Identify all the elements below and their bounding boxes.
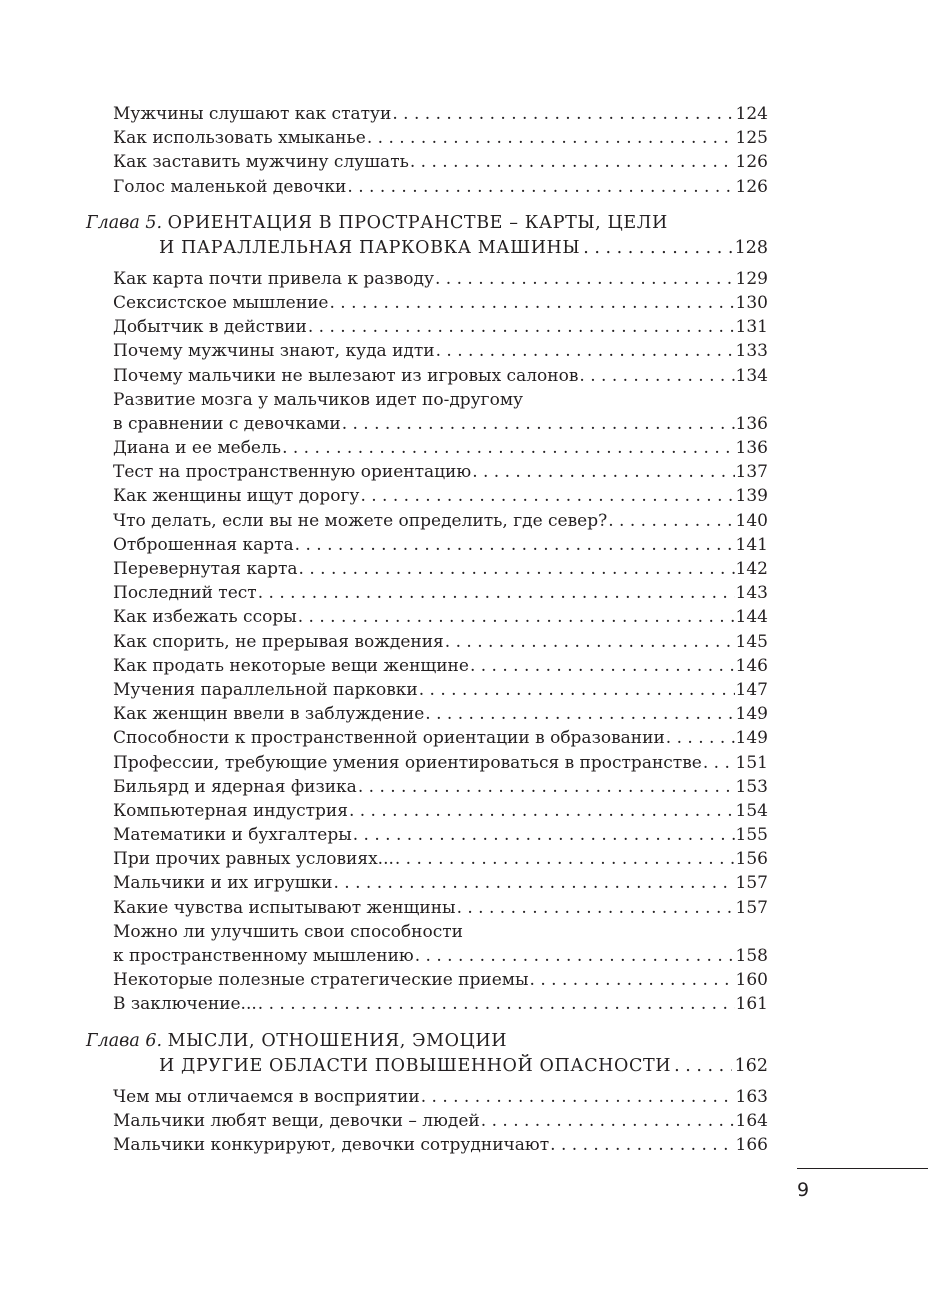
toc-entry-page: 140 [735, 510, 768, 531]
toc-entry [86, 557, 768, 581]
dot-leader [470, 654, 735, 678]
dot-leader [425, 702, 734, 726]
dot-leader [353, 823, 735, 847]
chapter-heading-line1 [86, 211, 768, 236]
dot-leader [367, 126, 735, 150]
toc-entry [86, 726, 768, 750]
toc-entry [86, 871, 768, 895]
toc-entry [86, 1109, 768, 1133]
dot-leader [445, 630, 735, 654]
chapter-label: Глава 6. [86, 1030, 163, 1051]
chapter-label: Глава 5. [86, 212, 163, 233]
toc-entry-title: Способности к пространственной ориентации в образовании [113, 728, 665, 749]
toc-entry [86, 605, 768, 629]
chapter-page: 128 [734, 237, 768, 258]
toc-entry-title: Голос маленькой девочки [113, 176, 347, 197]
toc-entry-page: 125 [735, 128, 768, 149]
toc-entry-first-line: Можно ли улучшить свои способности [113, 921, 463, 942]
toc-entry [86, 1133, 768, 1157]
dot-leader [550, 1133, 734, 1157]
toc-entry-page: 163 [735, 1086, 768, 1107]
toc-entry [86, 847, 768, 871]
dot-leader [358, 775, 735, 799]
toc-entry-page: 161 [735, 994, 768, 1015]
toc-entry-title: Как продать некоторые вещи женщине [113, 655, 469, 676]
toc-entry-title: Мальчики и их игрушки [113, 873, 333, 894]
toc-entry [86, 775, 768, 799]
toc-entry-page: 142 [735, 559, 768, 579]
toc-entry-first-line: Развитие мозга у мальчиков идет по-другому [113, 389, 524, 410]
toc-entry [86, 364, 768, 388]
toc-entry-page: 143 [735, 583, 768, 604]
dot-leader [421, 1085, 735, 1109]
toc-section [86, 1029, 768, 1158]
toc-entry [86, 175, 768, 199]
toc-entry [86, 126, 768, 150]
toc-entry-title: Перевернутая карта [113, 559, 298, 579]
toc-entry [86, 896, 768, 920]
toc-entry [86, 678, 768, 702]
dot-leader [392, 102, 734, 126]
toc-entry-title: Как женщины ищут дорогу [113, 486, 360, 507]
toc-entry-title: Почему мальчики не вылезают из игровых салонов [113, 365, 579, 386]
toc-entry-page: 160 [735, 970, 768, 991]
toc-entry-page: 124 [735, 104, 768, 124]
dot-leader [299, 557, 735, 581]
toc-entry [86, 484, 768, 508]
toc-entry-page: 131 [735, 317, 768, 338]
toc-entry-title: Мальчики конкурируют, девочки сотрудничают [113, 1134, 550, 1155]
dot-leader [308, 315, 735, 339]
toc-entry [86, 339, 768, 363]
toc-entry-title: Мужчины слушают как статуи [113, 104, 392, 124]
toc-entry-title: Математики и бухгалтеры [113, 825, 352, 846]
toc-entry-title: Последний тест [113, 583, 257, 604]
toc-entry-page: 126 [735, 152, 768, 173]
dot-leader [530, 968, 735, 992]
toc-entry-page: 149 [735, 728, 768, 749]
toc-entry-title: Как избежать ссоры [113, 607, 297, 628]
dot-leader [579, 364, 734, 388]
toc-entry-page: 129 [735, 268, 768, 289]
dot-leader [410, 150, 735, 174]
toc-entry [86, 702, 768, 726]
toc-entry-page: 154 [735, 800, 768, 821]
dot-leader [419, 678, 735, 702]
toc-entry-title: Что делать, если вы не можете определить, где север? [113, 510, 608, 531]
toc-entry [86, 630, 768, 654]
toc-entry [86, 291, 768, 315]
page-number: 9 [797, 1179, 810, 1201]
toc-entry-page: 157 [735, 873, 768, 894]
toc-entry-page: 153 [735, 776, 768, 797]
toc-entry-page: 144 [735, 607, 768, 628]
toc-entry-page: 166 [735, 1134, 768, 1155]
dot-leader [295, 533, 735, 557]
toc-entry [86, 412, 768, 436]
chapter-heading-line2 [86, 236, 768, 261]
dot-leader [435, 267, 735, 291]
toc-entry-title: Как заставить мужчину слушать [113, 152, 409, 173]
toc-entry-page: 136 [735, 438, 768, 459]
toc-entry-page: 156 [735, 849, 768, 870]
dot-leader [457, 896, 735, 920]
dot-leader [342, 412, 735, 436]
toc-entry-title: Диана и ее мебель [113, 438, 282, 459]
toc-entry-title: Как карта почти привела к разводу [113, 268, 434, 289]
dot-leader [703, 751, 735, 775]
dot-leader [333, 871, 734, 895]
dot-leader [415, 944, 735, 968]
toc-entry-title: в сравнении с девочками [113, 413, 341, 434]
chapter-heading-line2 [86, 1054, 768, 1079]
folio-rule [797, 1168, 928, 1169]
toc-entry-page: 136 [735, 413, 768, 434]
toc-entry-title: Как использовать хмыканье [113, 128, 366, 149]
toc-entry [86, 436, 768, 460]
chapter-heading [86, 211, 768, 261]
toc-section [86, 211, 768, 1017]
dot-leader [395, 847, 735, 871]
chapter-heading-line1 [86, 1029, 768, 1054]
toc-entry-title: Некоторые полезные стратегические приемы [113, 970, 529, 991]
chapter-title-line2: И ПАРАЛЛЕЛЬНАЯ ПАРКОВКА МАШИНЫ [159, 237, 581, 258]
toc-entry [86, 1085, 768, 1109]
toc-entry-title: Бильярд и ядерная физика [113, 776, 357, 797]
toc-entry [86, 460, 768, 484]
toc-entry [86, 102, 768, 126]
chapter-title-line1: МЫСЛИ, ОТНОШЕНИЯ, ЭМОЦИИ [167, 1030, 508, 1051]
toc-entry-page: 147 [735, 679, 768, 700]
dot-leader [360, 484, 734, 508]
toc-entry-title: Чем мы отличаемся в восприятии [113, 1086, 420, 1107]
toc-entry-title: Как женщин ввели в заблуждение [113, 704, 425, 725]
toc-entry [86, 944, 768, 968]
dot-leader [329, 291, 734, 315]
dot-leader [583, 236, 731, 261]
toc-entry-page: 133 [735, 341, 768, 362]
toc-entry-page: 164 [735, 1110, 768, 1131]
toc-entry [86, 533, 768, 557]
toc-entry [86, 150, 768, 174]
toc-entry-title: Отброшенная карта [113, 534, 294, 555]
dot-leader [258, 992, 735, 1016]
toc-entry [86, 654, 768, 678]
toc-entry [86, 509, 768, 533]
toc-entry-title: Сексистское мышление [113, 292, 329, 313]
toc-entry [86, 799, 768, 823]
dot-leader [258, 581, 735, 605]
dot-leader [298, 605, 735, 629]
toc-entry-title: Профессии, требующие умения ориентироваться в пространстве [113, 752, 702, 773]
dot-leader [666, 726, 735, 750]
toc-entry-page: 145 [735, 631, 768, 652]
toc-entry [86, 823, 768, 847]
dot-leader [347, 175, 734, 199]
toc-entry-title: В заключение... [113, 994, 257, 1015]
toc-entry-page: 130 [735, 292, 768, 313]
toc-entry [86, 751, 768, 775]
dot-leader [481, 1109, 735, 1133]
toc-entry-page: 157 [735, 897, 768, 918]
dot-leader [608, 509, 734, 533]
toc-entry [86, 968, 768, 992]
toc-entry-title: Тест на пространственную ориентацию [113, 462, 472, 483]
toc-entry-page: 158 [735, 946, 768, 966]
toc-entry-title: Как спорить, не прерывая вождения [113, 631, 444, 652]
toc-entry [86, 992, 768, 1016]
dot-leader [674, 1054, 731, 1079]
chapter-title-line2: И ДРУГИЕ ОБЛАСТИ ПОВЫШЕННОЙ ОПАСНОСТИ [159, 1055, 672, 1076]
toc-entry-page: 141 [735, 534, 768, 555]
toc-entry-page: 126 [735, 176, 768, 197]
toc-entry-title: Добытчик в действии [113, 317, 307, 338]
toc-entry [86, 267, 768, 291]
toc-entry-page: 146 [735, 655, 768, 676]
toc-entry-title: Какие чувства испытывают женщины [113, 897, 456, 918]
toc-entry-page: 151 [735, 752, 768, 773]
toc-entry-title: Мальчики любят вещи, девочки – людей [113, 1110, 480, 1131]
chapter-title-line1: ОРИЕНТАЦИЯ В ПРОСТРАНСТВЕ – КАРТЫ, ЦЕЛИ [167, 212, 668, 233]
toc-entry-page: 139 [735, 486, 768, 507]
toc-section [86, 102, 768, 199]
toc-entry-page: 137 [735, 462, 768, 483]
dot-leader [472, 460, 734, 484]
chapter-heading [86, 1029, 768, 1079]
chapter-page: 162 [734, 1055, 768, 1076]
toc-entry-title: Компьютерная индустрия [113, 800, 348, 821]
toc-entry-title: к пространственному мышлению [113, 946, 414, 966]
toc-entry-page: 149 [735, 704, 768, 725]
toc-entry-page: 155 [735, 825, 768, 846]
toc-entry-title: Почему мужчины знают, куда идти [113, 341, 435, 362]
dot-leader [436, 339, 735, 363]
table-of-contents [86, 102, 768, 1157]
toc-entry-title: При прочих равных условиях... [113, 849, 394, 870]
toc-entry [86, 581, 768, 605]
dot-leader [282, 436, 734, 460]
toc-entry [86, 315, 768, 339]
dot-leader [349, 799, 735, 823]
toc-entry-page: 134 [735, 365, 768, 386]
toc-entry-title: Мучения параллельной парковки [113, 679, 418, 700]
